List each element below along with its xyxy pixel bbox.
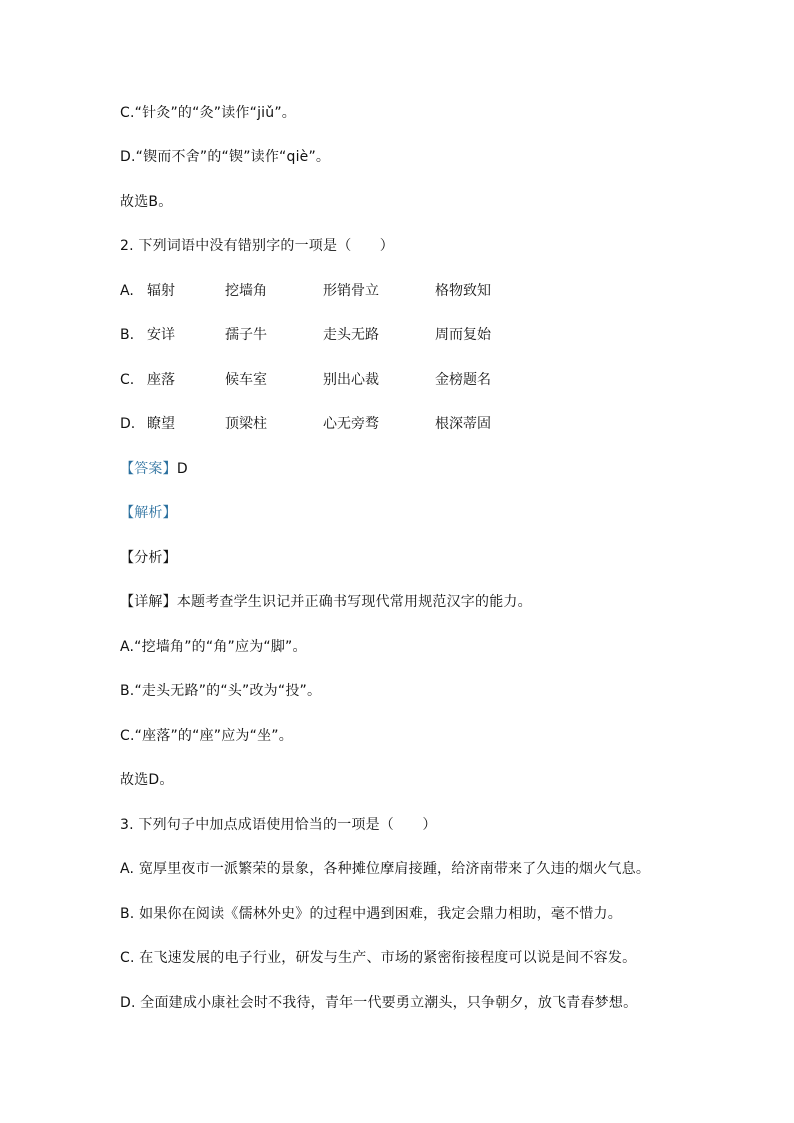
option-word: 心无旁骛 bbox=[323, 416, 379, 432]
q2-explain-a: A.“挖墙角”的“角”应为“脚”。 bbox=[120, 639, 307, 655]
option-word: 座落 bbox=[147, 372, 175, 388]
option-word: 安详 bbox=[147, 327, 175, 343]
option-word: 走头无路 bbox=[323, 327, 379, 343]
option-label: B. bbox=[120, 327, 135, 343]
option-word: 格物致知 bbox=[435, 283, 491, 299]
q3-option-d: D. 全面建成小康社会时不我待，青年一代要勇立潮头，只争朝夕，放飞青春梦想。 bbox=[120, 995, 638, 1011]
answer-value: D bbox=[176, 461, 188, 477]
option-word: 挖墙角 bbox=[225, 283, 267, 299]
option-word: 候车室 bbox=[225, 372, 267, 388]
option-word: 周而复始 bbox=[435, 327, 491, 343]
option-label: C. bbox=[120, 372, 135, 388]
option-word: 根深蒂固 bbox=[435, 416, 491, 432]
q2-fenxi-heading: 【分析】 bbox=[120, 550, 177, 566]
option-label: A. bbox=[120, 283, 134, 299]
q2-analysis-heading bbox=[120, 503, 177, 523]
q2-explain-b: B.“走头无路”的“头”改为“投”。 bbox=[120, 683, 322, 699]
q3-option-c: C. 在飞速发展的电子行业，研发与生产、市场的紧密衔接程度可以说是间不容发。 bbox=[120, 950, 637, 966]
q1-option-c-explanation: C.“针灸”的“灸”读作“jiǔ”。 bbox=[120, 105, 296, 121]
q1-conclusion: 故选B。 bbox=[120, 194, 173, 210]
option-label: D. bbox=[120, 416, 136, 432]
q2-stem: 2. 下列词语中没有错别字的一项是（ ） bbox=[120, 238, 395, 254]
q3-stem: 3. 下列句子中加点成语使用恰当的一项是（ ） bbox=[120, 817, 437, 833]
q2-answer bbox=[120, 459, 188, 479]
option-word: 形销骨立 bbox=[323, 283, 379, 299]
q1-option-d-explanation: D.“锲而不舍”的“锲”读作“qiè”。 bbox=[120, 149, 331, 165]
option-word: 金榜题名 bbox=[435, 372, 491, 388]
detail-tag: 【详解】 bbox=[120, 594, 177, 610]
detail-text: 本题考查学生识记并正确书写现代常用规范汉字的能力。 bbox=[176, 594, 532, 610]
answer-tag: 【答案】 bbox=[120, 461, 177, 477]
option-word: 孺子牛 bbox=[225, 327, 267, 343]
q2-detail bbox=[120, 592, 532, 612]
analysis-tag: 【解析】 bbox=[120, 505, 177, 521]
option-word: 辐射 bbox=[147, 283, 175, 299]
q3-option-a: A. 宽厚里夜市一派繁荣的景象，各种摊位摩肩接踵，给济南带来了久违的烟火气息。 bbox=[120, 861, 651, 877]
option-word: 顶梁柱 bbox=[225, 416, 267, 432]
option-word: 别出心裁 bbox=[323, 372, 379, 388]
q3-option-b: B. 如果你在阅读《儒林外史》的过程中遇到困难，我定会鼎力相助，毫不惜力。 bbox=[120, 906, 622, 922]
q2-conclusion: 故选D。 bbox=[120, 772, 174, 788]
q2-explain-c: C.“座落”的“座”应为“坐”。 bbox=[120, 728, 293, 744]
option-word: 瞭望 bbox=[147, 416, 175, 432]
